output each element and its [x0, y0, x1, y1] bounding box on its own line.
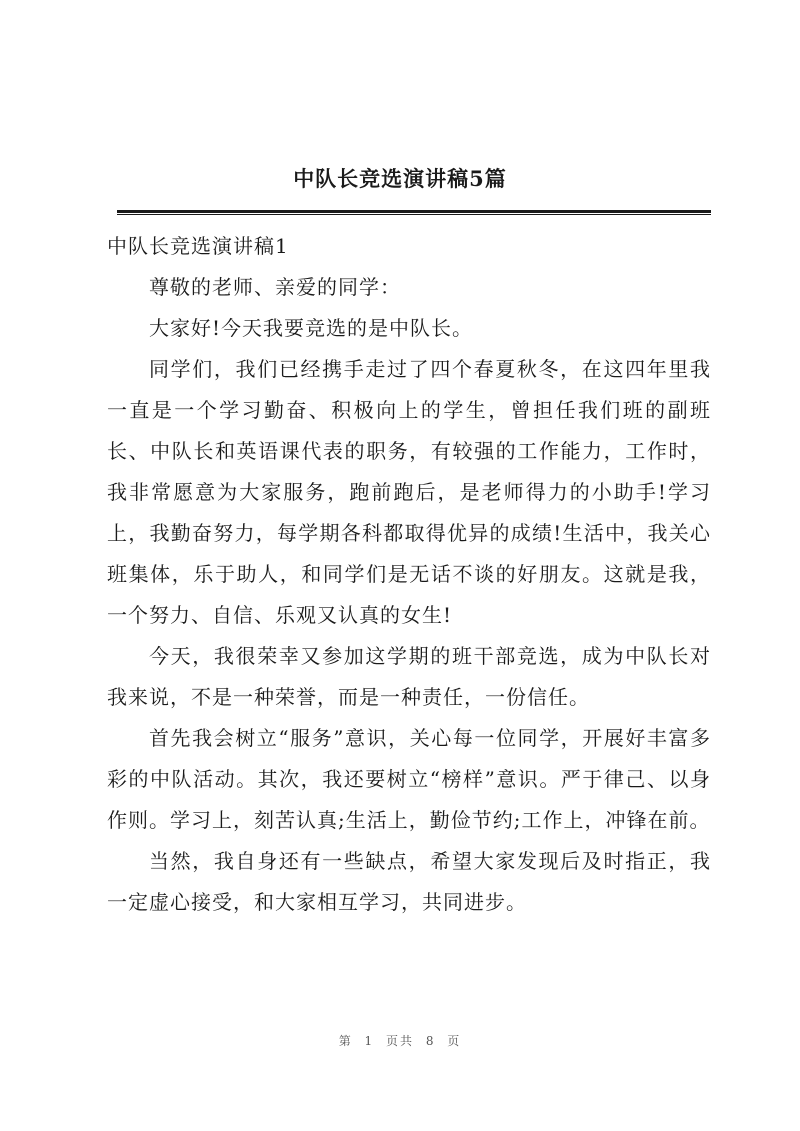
paragraph-salutation: 尊敬的老师、亲爱的同学： [149, 275, 401, 299]
paragraph-greeting: 大家好!今天我要竞选的是中队长。 [149, 316, 474, 340]
title-divider-thin [117, 214, 711, 215]
paragraph-plans: 首先我会树立“服务”意识，关心每一位同学，开展好丰富多彩的中队活动。其次，我还要树立“榜样”意识。严于律己、以身作则。学习上，刻苦认真;生活上，勤俭节约;工作上，冲锋在前。 [107, 726, 711, 832]
page-footer: 第 1 页共 8 页 [338, 1034, 462, 1048]
paragraph-self-introduction: 同学们，我们已经携手走过了四个春夏秋冬，在这四年里我一直是一个学习勤奋、积极向上的学生，曾担任我们班的副班长、中队长和英语课代表的职务，有较强的工作能力，工作时，我非常愿意为大家服务，跑前跑后，是老师得力的小助手!学习上，我勤奋努力，每学期各科都取得优异的成绩!生活中，我关心班集体，乐于助人，和同学们是无话不谈的好朋友。这就是我，一个努力、自信、乐观又认真的女生! [107, 357, 711, 627]
section-heading: 中队长竞选演讲稿1 [107, 234, 289, 258]
paragraph-closing: 当然，我自身还有一些缺点，希望大家发现后及时指正，我一定虚心接受，和大家相互学习，共同进步。 [107, 849, 711, 914]
title-divider-thick [117, 210, 711, 213]
document-body [107, 226, 711, 923]
paragraph-honor: 今天，我很荣幸又参加这学期的班干部竞选，成为中队长对我来说，不是一种荣誉，而是一种责任，一份信任。 [107, 644, 711, 709]
page-title: 中队长竞选演讲稿5篇 [293, 166, 507, 191]
